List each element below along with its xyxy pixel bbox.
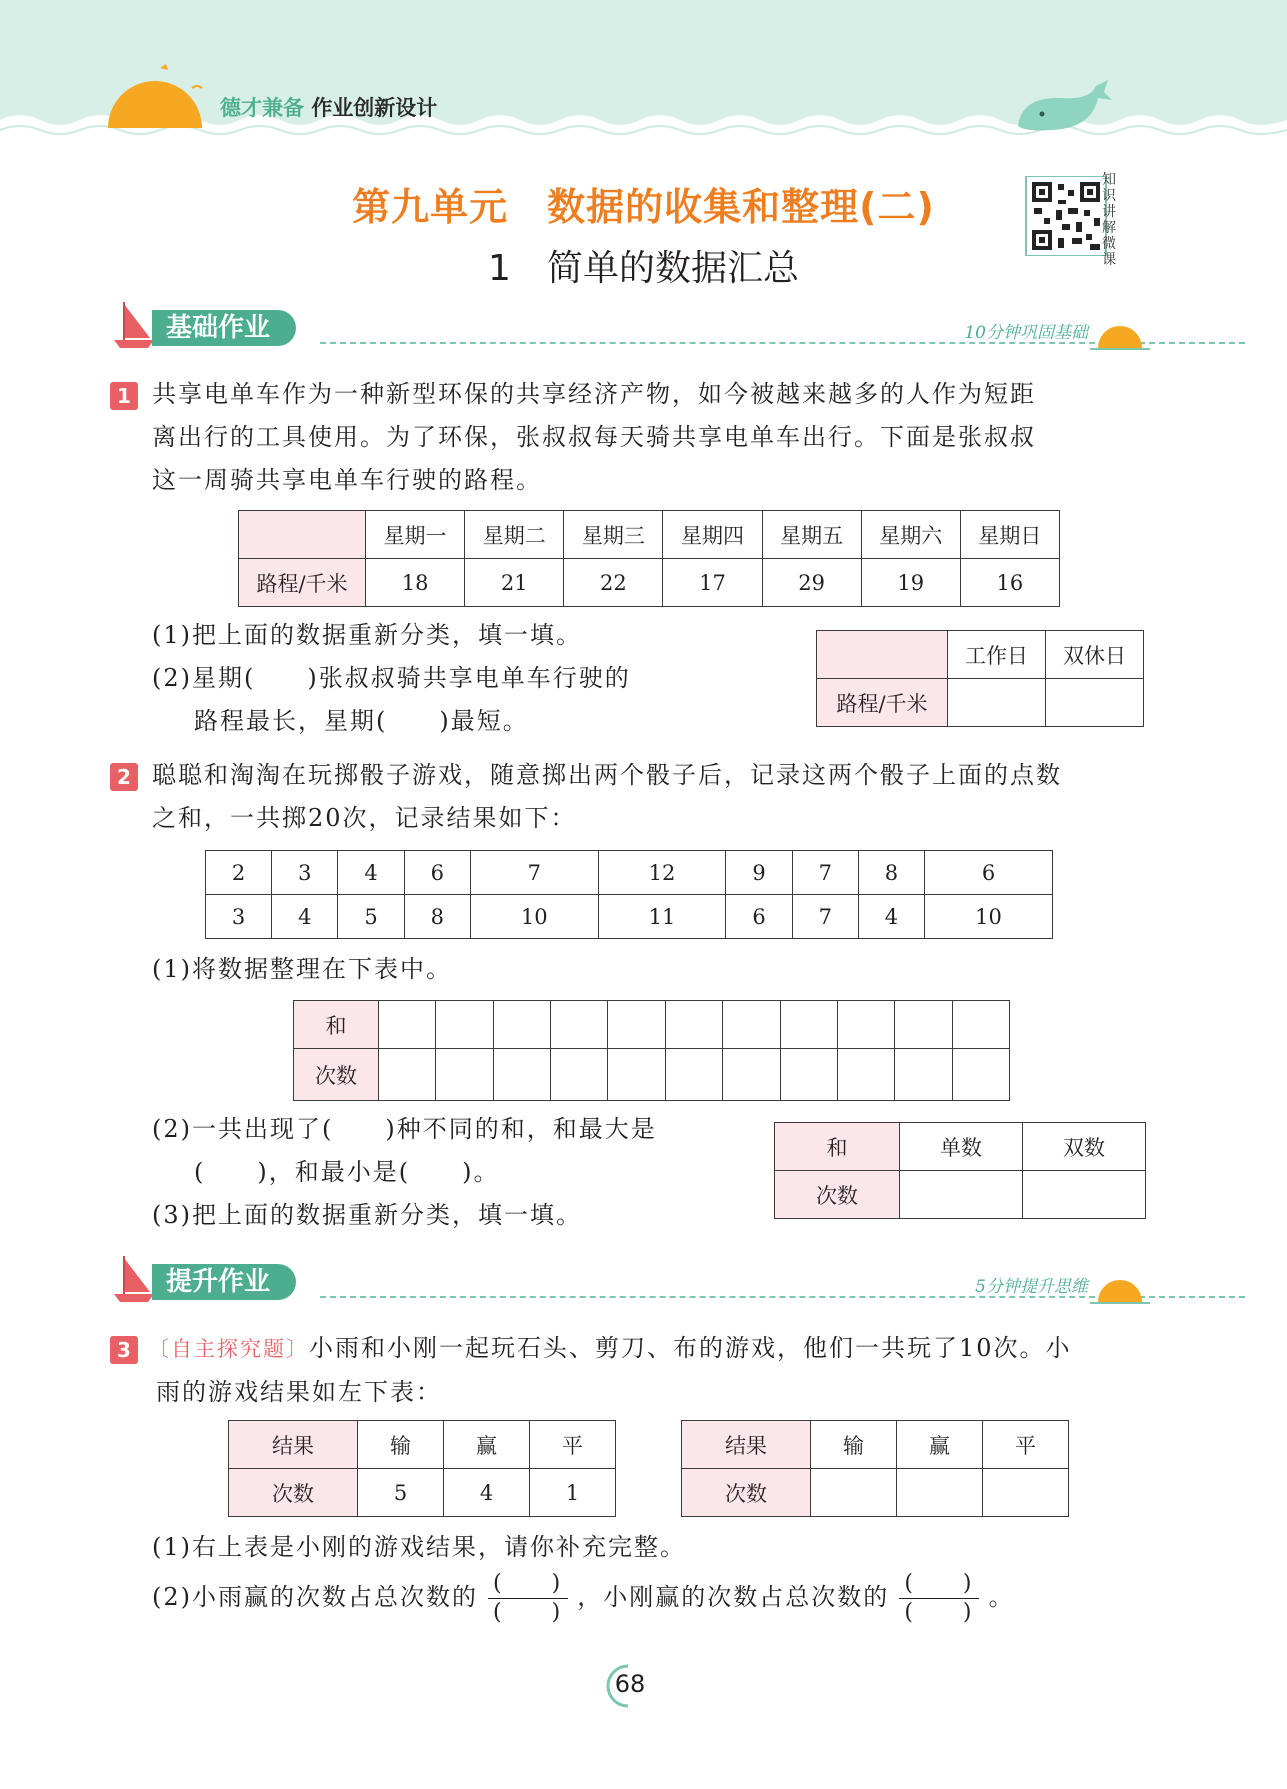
answer-cell[interactable] (379, 1001, 436, 1049)
sunset-icon (1090, 1268, 1150, 1304)
q3-sub-1: (1)右上表是小刚的游戏结果，请你补充完整。 (152, 1533, 686, 1561)
q1-line-3: 这一周骑共享电单车行驶的路程。 (152, 466, 542, 494)
q2-tally-table (293, 1000, 1010, 1101)
answer-cell[interactable] (983, 1469, 1069, 1517)
answer-cell[interactable] (1023, 1171, 1146, 1219)
table-cell: 5 (338, 895, 404, 939)
table-cell: 3 (272, 851, 338, 895)
answer-cell[interactable] (895, 1001, 952, 1049)
answer-cell[interactable] (551, 1001, 608, 1049)
table-row-label: 次数 (775, 1171, 900, 1219)
question-2-text (152, 754, 1162, 840)
section-basic-label: 基础作业 (152, 310, 296, 346)
answer-cell[interactable] (436, 1001, 493, 1049)
lesson-title: 1 简单的数据汇总 (488, 248, 799, 289)
table-header: 星期一 (366, 511, 465, 559)
table-cell: 16 (960, 559, 1059, 607)
answer-cell[interactable] (897, 1469, 983, 1517)
question-1-text (152, 373, 1162, 502)
section-basic-header (110, 300, 1150, 350)
answer-cell[interactable] (837, 1049, 894, 1101)
sailboat-icon (110, 1254, 156, 1304)
table-cell: 7 (792, 895, 858, 939)
q2-sub-2-cont: ( )，和最小是( )。 (194, 1158, 500, 1186)
table-cell: 8 (404, 895, 470, 939)
section-basic-hint: 10分钟巩固基础 (964, 323, 1088, 343)
fraction-numerator: ( ) (493, 1571, 563, 1596)
table-row-label: 路程/千米 (239, 559, 366, 607)
table-header: 星期日 (960, 511, 1059, 559)
table-cell: 3 (206, 895, 272, 939)
q3-xiaogang-table (681, 1420, 1069, 1517)
answer-cell[interactable] (952, 1049, 1009, 1101)
table-row-label: 次数 (294, 1049, 379, 1101)
table-cell: 4 (272, 895, 338, 939)
table-cell: 11 (598, 895, 726, 939)
q3-line-1 (148, 1327, 1162, 1371)
table-cell: 10 (470, 895, 598, 939)
table-cell: 4 (858, 895, 924, 939)
table-cell: 10 (925, 895, 1053, 939)
q3-xiaoyu-table (228, 1420, 616, 1517)
table-header: 结果 (229, 1421, 358, 1469)
q3-tag: 〔自主探究题〕 (148, 1337, 309, 1361)
question-3-text (148, 1327, 1162, 1414)
table-cell: 18 (366, 559, 465, 607)
table-corner (817, 631, 948, 679)
answer-cell[interactable] (1046, 679, 1144, 727)
table-cell: 9 (726, 851, 792, 895)
q1-distance-table (238, 510, 1060, 607)
qr-label: 知识讲解微课 (1102, 172, 1116, 268)
q3-sub-2-part2: ，小刚赢的次数占总次数的 (577, 1583, 890, 1611)
answer-cell[interactable] (723, 1049, 780, 1101)
sailboat-icon (110, 300, 156, 350)
table-cell: 19 (861, 559, 960, 607)
section-advanced-header (110, 1254, 1150, 1304)
q3-line-2: 雨的游戏结果如左下表： (156, 1378, 442, 1406)
table-cell: 6 (404, 851, 470, 895)
table-header: 星期五 (762, 511, 861, 559)
table-row-label: 次数 (682, 1469, 811, 1517)
answer-cell[interactable] (948, 679, 1046, 727)
table-header: 输 (358, 1421, 444, 1469)
answer-cell[interactable] (895, 1049, 952, 1101)
q3-sub-2-end: 。 (988, 1583, 1015, 1611)
table-row-label: 次数 (229, 1469, 358, 1517)
q2-parity-table (774, 1122, 1146, 1219)
q2-results-table (205, 850, 1053, 939)
fraction-bar (488, 1598, 568, 1599)
table-header: 双数 (1023, 1123, 1146, 1171)
answer-cell[interactable] (608, 1049, 665, 1101)
q1-subquestions (152, 614, 792, 743)
table-header: 星期四 (663, 511, 762, 559)
table-header: 平 (983, 1421, 1069, 1469)
q2-sub-1: (1)将数据整理在下表中。 (152, 955, 452, 983)
table-header: 星期六 (861, 511, 960, 559)
section-advanced-hint: 5分钟提升思维 (975, 1277, 1088, 1297)
fraction-bar (899, 1598, 979, 1599)
answer-cell[interactable] (665, 1001, 722, 1049)
answer-cell[interactable] (665, 1049, 722, 1101)
question-3-badge: 3 (110, 1336, 138, 1364)
table-header: 工作日 (948, 631, 1046, 679)
q1-line-1: 共享电单车作为一种新型环保的共享经济产物，如今被越来越多的人作为短距 (152, 380, 1036, 408)
q2-sub-3: (3)把上面的数据重新分类，填一填。 (152, 1201, 582, 1229)
table-cell: 17 (663, 559, 762, 607)
q1-sub-1: (1)把上面的数据重新分类，填一填。 (152, 621, 582, 649)
answer-cell[interactable] (900, 1171, 1023, 1219)
answer-cell[interactable] (608, 1001, 665, 1049)
q1-sub-2: (2)星期( )张叔叔骑共享电单车行驶的 (152, 664, 631, 692)
table-cell: 4 (338, 851, 404, 895)
qr-code-icon[interactable] (1016, 176, 1116, 256)
fraction-numerator: ( ) (904, 1571, 974, 1596)
answer-cell[interactable] (780, 1049, 837, 1101)
whale-icon (1012, 76, 1112, 136)
fraction-denominator: ( ) (904, 1600, 974, 1625)
table-cell: 7 (470, 851, 598, 895)
answer-cell[interactable] (837, 1001, 894, 1049)
brand-part1: 德才兼备 (220, 96, 304, 120)
answer-cell[interactable] (723, 1001, 780, 1049)
table-cell: 5 (358, 1469, 444, 1517)
answer-cell[interactable] (551, 1049, 608, 1101)
table-header: 平 (530, 1421, 616, 1469)
table-row-label: 路程/千米 (817, 679, 948, 727)
table-header: 星期三 (564, 511, 663, 559)
q3-sub-2 (152, 1572, 1162, 1625)
unit-title: 第九单元 数据的收集和整理(二) (352, 185, 935, 229)
q2-subquestions (152, 1108, 772, 1237)
q1-sub-2-cont: 路程最长，星期( )最短。 (194, 707, 529, 735)
table-cell: 6 (925, 851, 1053, 895)
table-cell: 1 (530, 1469, 616, 1517)
q2-sub-2: (2)一共出现了( )种不同的和，和最大是 (152, 1115, 657, 1143)
fraction-blank[interactable] (488, 1572, 568, 1625)
table-header: 双休日 (1046, 631, 1144, 679)
table-header: 赢 (897, 1421, 983, 1469)
answer-cell[interactable] (379, 1049, 436, 1101)
q1-line-2: 离出行的工具使用。为了环保，张叔叔每天骑共享电单车出行。下面是张叔叔 (152, 423, 1036, 451)
table-cell: 6 (726, 895, 792, 939)
fraction-blank[interactable] (899, 1572, 979, 1625)
table-cell: 21 (465, 559, 564, 607)
table-header: 单数 (900, 1123, 1023, 1171)
table-header: 星期二 (465, 511, 564, 559)
q1-class-table (816, 630, 1144, 727)
brand-title (220, 92, 437, 122)
q3-sub-2-part1: (2)小雨赢的次数占总次数的 (152, 1583, 478, 1611)
answer-cell[interactable] (436, 1049, 493, 1101)
q3-line-1-text: 小雨和小刚一起玩石头、剪刀、布的游戏，他们一共玩了10次。小 (309, 1334, 1072, 1362)
sunset-icon (1090, 314, 1150, 350)
table-cell: 2 (206, 851, 272, 895)
table-cell: 22 (564, 559, 663, 607)
table-header: 结果 (682, 1421, 811, 1469)
table-row-label: 和 (294, 1001, 379, 1049)
table-header: 和 (775, 1123, 900, 1171)
table-cell: 7 (792, 851, 858, 895)
answer-cell[interactable] (493, 1001, 550, 1049)
question-1-badge: 1 (110, 382, 138, 410)
question-2-badge: 2 (110, 763, 138, 791)
answer-cell[interactable] (780, 1001, 837, 1049)
table-corner (239, 511, 366, 559)
brand-part2: 作业创新设计 (311, 96, 438, 120)
table-cell: 12 (598, 851, 726, 895)
answer-cell[interactable] (493, 1049, 550, 1101)
q2-line-2: 之和，一共掷20次，记录结果如下： (152, 804, 577, 832)
answer-cell[interactable] (952, 1001, 1009, 1049)
section-advanced-label: 提升作业 (152, 1264, 296, 1300)
table-cell: 29 (762, 559, 861, 607)
page-number: 68 (614, 1670, 646, 1698)
table-cell: 4 (444, 1469, 530, 1517)
answer-cell[interactable] (811, 1469, 897, 1517)
table-cell: 8 (858, 851, 924, 895)
fraction-denominator: ( ) (493, 1600, 563, 1625)
table-header: 输 (811, 1421, 897, 1469)
q2-line-1: 聪聪和淘淘在玩掷骰子游戏，随意掷出两个骰子后，记录这两个骰子上面的点数 (152, 761, 1062, 789)
table-header: 赢 (444, 1421, 530, 1469)
sun-logo-icon (100, 60, 210, 130)
